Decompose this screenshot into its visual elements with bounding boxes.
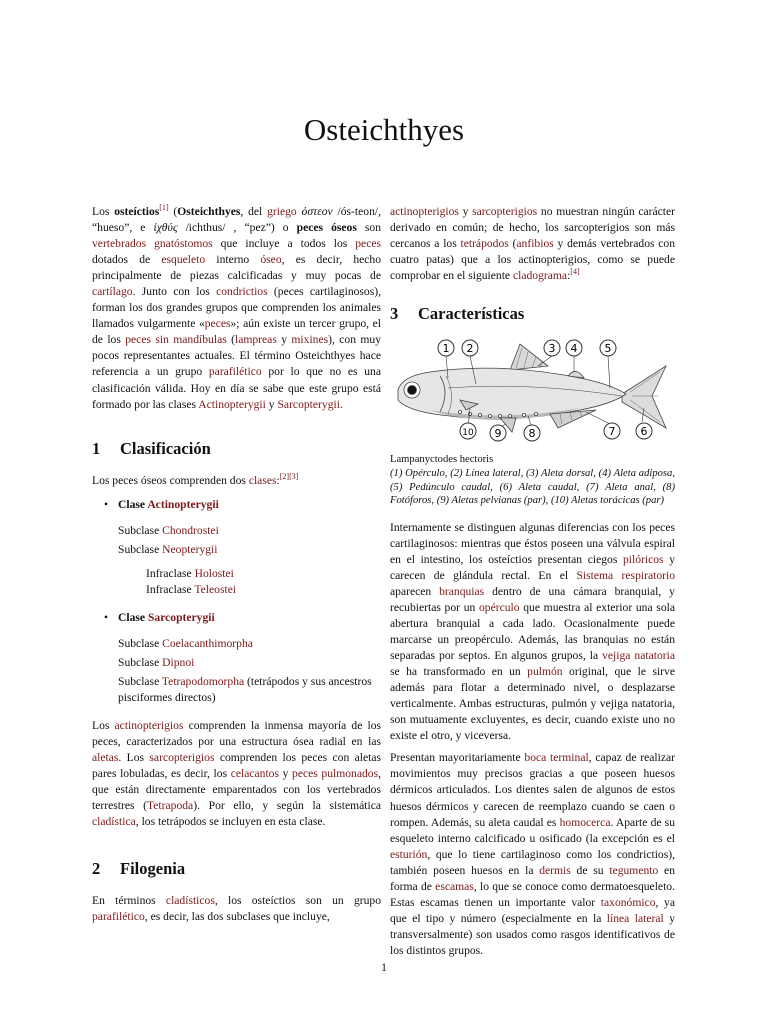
text: Internamente se distinguen algunas diferencias con los peces cartilaginosos: mientras que éstos poseen una válvula espiral en el intestino, los osteíctios presentan ciegos [390,520,675,566]
callout-label: 10 [462,428,474,439]
callout-label: 5 [604,342,612,356]
infraclass-item [92,566,381,582]
link-peces-pulmonados[interactable]: peces pulmonados [292,767,379,781]
fish-anatomy-figure [390,332,675,442]
text: : [567,269,571,283]
text: , que están directamente emparentados con los vertebrados terrestres ( [92,767,382,813]
callout-8 [524,425,540,441]
link-linea-lateral[interactable]: línea lateral [606,911,664,925]
clasificacion-paragraph [92,718,381,830]
link-griego[interactable]: griego [267,205,297,218]
link-branquias[interactable]: branquias [439,584,485,598]
text: : [276,473,280,487]
subclass-item [92,655,381,671]
link-piloricos[interactable]: pilóricos [622,552,664,566]
text: , capaz de realizar movimientos muy precisos gracias a que poseen huesos dérmicos articulados. Los dientes salen de algunos de estos huesos dérmicos y carecen de reemplazo cuando se caen o rompen. Además, su aleta caudal es [390,751,675,829]
greek-word: ἰχθύς [153,221,178,235]
callout-label: 6 [640,425,648,439]
text: y demás vertebrados con cuatro patas) que a los actinopterigios, como se puede comprobar en el siguiente [390,237,676,283]
text: Subclase [118,636,163,650]
clasificacion-lead [92,473,381,489]
link-actinopterigios[interactable]: actinopterigios [114,719,184,733]
link-cladisticos[interactable]: cladísticos [165,893,215,907]
text: Subclase [118,656,163,670]
text: ( [226,333,235,347]
section-title: Filogenia [120,858,186,878]
link-boca-terminal[interactable]: boca terminal [524,751,589,765]
right-column [390,204,675,965]
text: . Junto con los [132,285,217,299]
class-list [92,610,381,626]
text: , es decir, las dos subclases que incluye, [144,909,330,923]
text: aparecen [390,584,440,598]
intro-paragraph [92,204,381,413]
text [146,237,154,250]
text: que incluye a todos los [212,237,356,251]
class-item [92,610,381,626]
text: ( [168,205,178,218]
text: , que lo tiene cartilaginoso como los condrictios), también poseen huesos en la [390,847,675,877]
caption-title: Lampanyctodes hectoris [390,454,494,466]
callout-1 [438,340,454,356]
link-peces[interactable]: peces [204,317,231,331]
callout-2 [462,340,478,356]
text: por lo que no es una clasificación válida. Hoy en día se sabe que este grupo está formado por las clases [92,365,381,411]
link-celacantos[interactable]: celacantos [230,767,279,781]
link-esturion[interactable]: esturión [390,847,428,861]
link-cartilago[interactable]: cartílago [92,285,133,299]
link-parafiletico[interactable]: parafilético [92,909,145,923]
text: original, que le sirve además para flotar a determinado nivel, o desplazarse verticalmente. Ambas estructuras, pulmón y vejiga natatoria, son mutuamente excluyentes, es decir, cuando existe uno no existe el otro, y viceversa. [390,665,675,743]
text: ). Por ello, y según la sistemática [193,799,382,813]
text: (peces cartilaginosos), forman los dos grandes grupos que comprenden los animales llamados vulgarmente « [92,285,381,331]
link-coelacanthimorpha[interactable]: Coelacanthimorpha [162,636,253,650]
text: , es decir, hecho principalmente de piezas calcificadas y muy pocas de [92,253,382,283]
callout-label: 9 [494,427,502,441]
link-escamas[interactable]: escamas [435,879,474,893]
link-actinopterygii[interactable]: Actinopterygii [198,397,266,411]
link-operculo[interactable]: opérculo [478,600,520,614]
text: son [356,221,381,235]
section-number: 2 [92,858,101,878]
link-peces[interactable]: peces [355,237,381,251]
callout-7 [604,423,620,439]
section-title: Clasificación [120,438,211,458]
caption-body: (1) Opérculo, (2) Línea lateral, (3) Aleta dorsal, (4) Aleta adiposa, (5) Pedúnculo caudal, (6) Aleta caudal, (7) Aleta anal, (8) Fotóforos, (9) Aletas pelvianas (par), (10) Aletas torácicas (par) [390,467,675,507]
subclass-item [92,636,381,652]
page-title: Osteichthyes [303,112,465,147]
link-sarcopterigios[interactable]: sarcopterigios [149,751,215,765]
text: dotados de [92,253,162,267]
figure-caption [390,453,675,507]
text: Los [92,205,115,218]
section-heading-filogenia [92,858,381,878]
link-peces-sin-mandibulas[interactable]: peces sin mandíbulas [125,333,227,347]
text: , ya que el tipo y número (especialmente en la [390,895,675,925]
text: en forma de [390,863,676,893]
link-cladograma[interactable]: cladograma [512,269,568,283]
link-esqueleto[interactable]: esqueleto [161,253,206,267]
text: comprenden la inmensa mayoría de los peces, caracterizados por una estructura ósea radial en las [92,719,381,749]
section-title: Características [418,304,525,324]
page-number: 1 [381,960,387,974]
callout-10 [460,423,476,439]
text: Infraclase [146,582,195,596]
link-clases[interactable]: clases [248,473,277,487]
reference-link[interactable]: [4] [570,267,580,277]
link-teleostei[interactable]: Teleostei [194,582,237,596]
link-lampreas[interactable]: lampreas [234,333,277,347]
link-neopterygii[interactable]: Neopterygii [162,542,218,556]
link-sarcopterigios[interactable]: sarcopterigios [472,205,538,218]
link-tetrapodos[interactable]: tetrápodos [460,237,509,251]
text: , del [240,205,268,218]
bold-term: osteíctios [114,205,160,218]
section-number: 3 [390,304,399,324]
link-homocerca[interactable]: homocerca [559,815,611,829]
text: . Aparte de su esqueleto interno calcificado u osificado (la excepción es el [390,815,675,845]
link-cladistica[interactable]: cladística [92,815,136,829]
callout-label: 8 [528,427,536,441]
link-parafiletico[interactable]: parafilético [208,365,262,379]
text: Subclase [118,523,163,537]
reference-link[interactable]: [2][3] [279,471,299,481]
link-chondrostei[interactable]: Chondrostei [162,523,219,537]
callout-5 [600,340,616,356]
text: . [339,397,343,411]
subclass-item [92,542,381,558]
link-vejiga-natatoria[interactable]: vejiga natatoria [602,649,675,663]
filogenia-paragraph-start [92,893,381,925]
text: no muestran ningún carácter derivado en común; de hecho, los sarcopterigios son más cercanos a los [390,205,676,251]
filogenia-paragraph-continued [390,204,675,284]
class-list [92,497,381,513]
text: y transversalmente) son usados como rasgos identificativos de los distintos grupos. [390,911,675,957]
link-sistema-respiratorio[interactable]: Sistema respiratorio [576,568,675,582]
text: de su [570,863,610,877]
text: »; aún existe un tercer grupo, el de los [92,317,381,347]
link-mixines[interactable]: mixines [291,333,329,347]
link-class-sarcopterygii[interactable]: Sarcopterygii [147,610,215,624]
text: , los osteíctios son un grupo [214,893,381,907]
text: dentro de una cámara branquial, y recubiertas por un [390,584,675,614]
link-sarcopterygii[interactable]: Sarcopterygii [277,397,340,411]
class-prefix: Clase [118,497,148,511]
class-item [92,497,381,513]
link-gnatostomos[interactable]: gnatóstomos [154,237,213,251]
text: ( [508,237,517,251]
section-heading-caracteristicas [390,306,675,322]
text: Presentan mayoritariamente [390,751,525,765]
link-aletas[interactable]: aletas [92,751,119,765]
text: y [276,333,292,347]
callout-label: 7 [608,425,616,439]
bold-term: Osteichthyes [177,205,241,218]
link-taxonomico[interactable]: taxonómico [600,895,656,909]
link-holostei[interactable]: Holostei [194,566,234,580]
link-class-actinopterygii[interactable]: Actinopterygii [147,497,219,511]
caracteristicas-paragraph-2 [390,750,675,959]
text: interno [205,253,261,267]
link-dermis[interactable]: dermis [539,863,571,877]
text: , los tetrápodos se incluyen en esta clase. [135,815,326,829]
link-tetrapoda[interactable]: Tetrapoda [147,799,194,813]
subclass-item [92,523,381,539]
text: y carecen de glándula rectal. En el [390,552,675,582]
text: (tetrápodos y sus ancestros pisciformes directos) [118,675,372,705]
link-tegumento[interactable]: tegumento [609,863,659,877]
text: , lo que se conoce como dermatoesqueleto. Estas escamas tienen un importante valor [390,879,675,909]
text: comprenden los peces con aletas pares lobuladas, es decir, los [92,751,381,781]
link-condrictios[interactable]: condrictios [216,285,268,299]
callout-6 [636,423,652,439]
greek-word: ὀστεον [301,205,333,218]
text: Los peces óseos comprenden dos [92,473,249,487]
text: /ichthus/ , “pez”) o [177,221,297,235]
text: que muestra al exterior una sola abertura branquial a cada lado. Ocasionalmente puede marcarse un preopérculo. Además, las branquias no están separadas por septos. En algunos grupos, la [390,600,675,663]
text: . Los [118,751,150,765]
section-number: 1 [92,438,101,458]
callout-label: 1 [442,342,450,356]
link-actinopterigios[interactable]: actinopterigios [390,205,459,218]
text: Infraclase [146,566,195,580]
fish-illustration [398,344,666,432]
link-dipnoi[interactable]: Dipnoi [162,656,195,670]
link-vertebrados[interactable]: vertebrados [92,237,147,251]
callout-label: 4 [570,342,578,356]
text: /ós-teon/, “hueso”, e [92,205,381,235]
callout-3 [544,340,560,356]
text: y [279,767,293,781]
caracteristicas-paragraph-1 [390,520,675,745]
text: y [265,397,278,411]
callout-label: 2 [466,342,474,356]
text: y [458,205,473,218]
text: Subclase [118,542,163,556]
infraclass-item [92,582,381,598]
callout-9 [490,425,506,441]
subclass-item [92,674,381,706]
link-anfibios[interactable]: anfibios [516,237,554,251]
link-tetrapodomorpha[interactable]: Tetrapodomorpha [161,675,245,689]
class-prefix: Clase [118,610,148,624]
link-oseo[interactable]: óseo [260,253,282,267]
callout-4 [566,340,582,356]
section-heading-clasificacion [92,438,381,458]
left-column [92,204,381,931]
text: Subclase [118,675,162,689]
bold-term: peces óseos [296,221,357,235]
text: En términos [92,893,166,907]
text: se ha transformado en un [390,665,528,679]
text: ), con muy pocos representantes actuales. El término Osteichthyes hace referencia a un grupo [92,333,381,379]
link-pulmon[interactable]: pulmón [527,665,563,679]
text: Los [92,719,115,733]
reference-link[interactable]: [1] [159,203,169,213]
callout-label: 3 [548,342,556,356]
